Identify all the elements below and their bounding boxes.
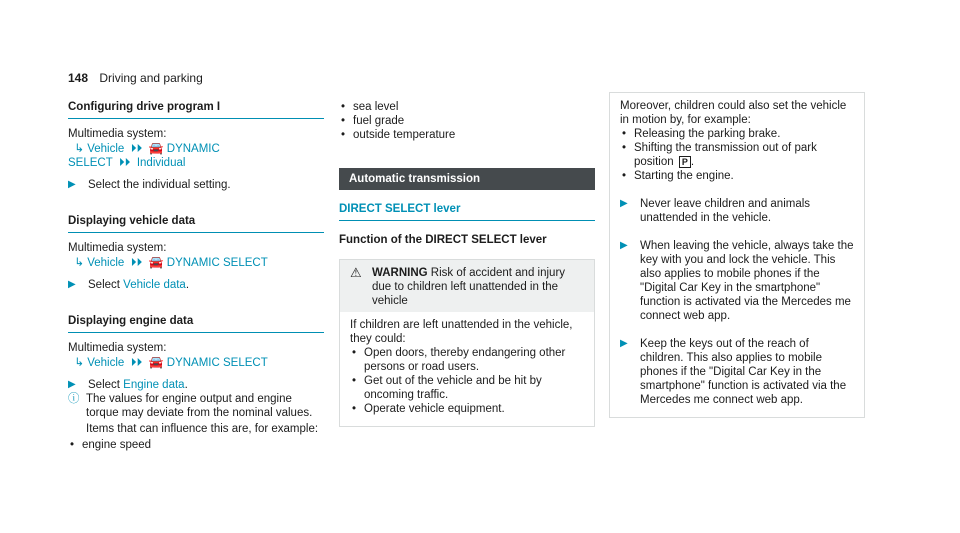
column-3 xyxy=(609,92,865,418)
warning-box xyxy=(339,259,595,427)
path-select: SELECT xyxy=(68,157,113,169)
info-text-2: Items that can influence this are, for example: xyxy=(86,423,319,435)
section-title-vehicle-data: Displaying vehicle data xyxy=(68,214,324,233)
subsection-title: DIRECT SELECT lever xyxy=(339,202,595,221)
path-dynamic-select: DYNAMIC SELECT xyxy=(166,257,268,269)
warning-title xyxy=(372,266,584,308)
list-item: • Open doors, thereby endangering other persons or road users. xyxy=(350,346,584,374)
triangle-step-icon: ▶ xyxy=(68,379,76,390)
info-note xyxy=(68,392,324,420)
triangle-step-icon: ▶ xyxy=(620,198,628,209)
path-vehicle: Vehicle xyxy=(87,257,125,269)
warning-box-continued xyxy=(609,92,865,418)
step-text-pre: Select xyxy=(88,379,124,391)
list-item: • Get out of the vehicle and be hit by oncoming traffic. xyxy=(350,374,584,402)
menu-path xyxy=(68,255,324,270)
section-name: Driving and parking xyxy=(99,71,203,85)
link-vehicle-data[interactable]: Vehicle data xyxy=(123,279,186,291)
step-text: Keep the keys out of the reach of children. This also applies to mobile phones if the "Digital Car Key in the smartphone" function is activated via the Mercedes me connect web app. xyxy=(640,338,847,406)
list-item: • Releasing the parking brake. xyxy=(620,127,854,141)
path-vehicle: Vehicle xyxy=(87,143,125,155)
list-item: • Operate vehicle equipment. xyxy=(350,402,584,416)
menu-path-intro: Multimedia system: xyxy=(68,128,167,140)
menu-path-intro: Multimedia system: xyxy=(68,242,167,254)
step xyxy=(68,278,324,292)
section-title-engine-data: Displaying engine data xyxy=(68,314,324,333)
list-item: • sea level xyxy=(339,100,595,114)
double-chevron-icon: ⏵⏵ xyxy=(127,143,146,155)
list-item: • outside temperature xyxy=(339,128,595,142)
step-text-pre: Select xyxy=(88,279,124,291)
double-chevron-icon: ⏵⏵ xyxy=(115,157,134,169)
list-item: • engine speed xyxy=(68,438,324,452)
path-dynamic: DYNAMIC xyxy=(166,143,220,155)
park-position-icon: P xyxy=(679,156,691,168)
step xyxy=(620,337,854,407)
warning-header xyxy=(340,260,594,312)
info-text: The values for engine output and engine torque may deviate from the nominal values. xyxy=(86,393,313,419)
step-text-post: . xyxy=(185,279,190,291)
list-item-text: Shifting the transmission out of park position xyxy=(634,142,817,168)
car-menu-icon: 🚘 xyxy=(148,355,164,369)
warning-triangle-icon: ⚠ xyxy=(350,265,362,280)
double-chevron-icon: ⏵⏵ xyxy=(127,257,146,269)
list-item: • Starting the engine. xyxy=(620,169,854,183)
step-text xyxy=(88,378,188,392)
menu-path-cont xyxy=(68,156,324,170)
triangle-step-icon: ▶ xyxy=(620,240,628,251)
column-1 xyxy=(68,100,324,452)
intro-text: Moreover, children could also set the vehicle in motion by, for example: xyxy=(620,100,847,126)
double-chevron-icon: ⏵⏵ xyxy=(127,357,146,369)
warning-body-text: If children are left unattended in the vehicle, they could: xyxy=(350,319,573,345)
triangle-step-icon: ▶ xyxy=(68,179,76,190)
info-circle-icon: ⓘ xyxy=(68,393,80,405)
warning-text: Risk of accident and injury due to children left unattended in the vehicle xyxy=(372,267,566,307)
triangle-step-icon: ▶ xyxy=(620,338,628,349)
step xyxy=(620,197,854,225)
path-dynamic-select: DYNAMIC SELECT xyxy=(166,357,268,369)
list-item: • Shifting the transmission out of park position P . xyxy=(620,141,854,169)
step-text: When leaving the vehicle, always take the key with you and lock the vehicle. This also applies to mobile phones if the "Digital Car Key in the smartphone" function is activated via the Mercedes me connect web app. xyxy=(640,240,854,322)
section-title-drive-program: Configuring drive program I xyxy=(68,100,324,119)
step-text: Never leave children and animals unattended in the vehicle. xyxy=(640,198,811,224)
motion-bullets xyxy=(620,127,854,183)
warning-body xyxy=(340,312,594,426)
engine-bullets xyxy=(68,438,324,452)
car-menu-icon: 🚘 xyxy=(148,255,164,269)
step xyxy=(68,378,324,392)
menu-path xyxy=(68,141,324,156)
column-2 xyxy=(339,100,595,427)
menu-path-arrow-icon: ↳ xyxy=(68,257,85,269)
step xyxy=(68,178,324,192)
step-text-post: . xyxy=(184,379,188,391)
triangle-step-icon: ▶ xyxy=(68,279,76,290)
path-vehicle: Vehicle xyxy=(87,357,125,369)
chapter-bar: Automatic transmission xyxy=(339,168,595,190)
warning-label: WARNING xyxy=(372,267,428,279)
car-menu-icon: 🚘 xyxy=(148,141,164,155)
menu-path xyxy=(68,355,324,370)
step-text xyxy=(88,278,189,292)
warning-bullets xyxy=(350,346,584,416)
menu-path-intro: Multimedia system: xyxy=(68,342,167,354)
list-item: • fuel grade xyxy=(339,114,595,128)
function-title: Function of the DIRECT SELECT lever xyxy=(339,234,547,246)
step-text: Select the individual setting. xyxy=(88,179,231,191)
page-number: 148 xyxy=(68,71,89,85)
menu-path-arrow-icon: ↳ xyxy=(68,357,85,369)
influence-bullets xyxy=(339,100,595,142)
link-engine-data[interactable]: Engine data xyxy=(123,379,185,391)
path-individual: Individual xyxy=(136,157,186,169)
menu-path-arrow-icon: ↳ xyxy=(68,143,85,155)
page-header xyxy=(68,71,203,85)
step xyxy=(620,239,854,323)
